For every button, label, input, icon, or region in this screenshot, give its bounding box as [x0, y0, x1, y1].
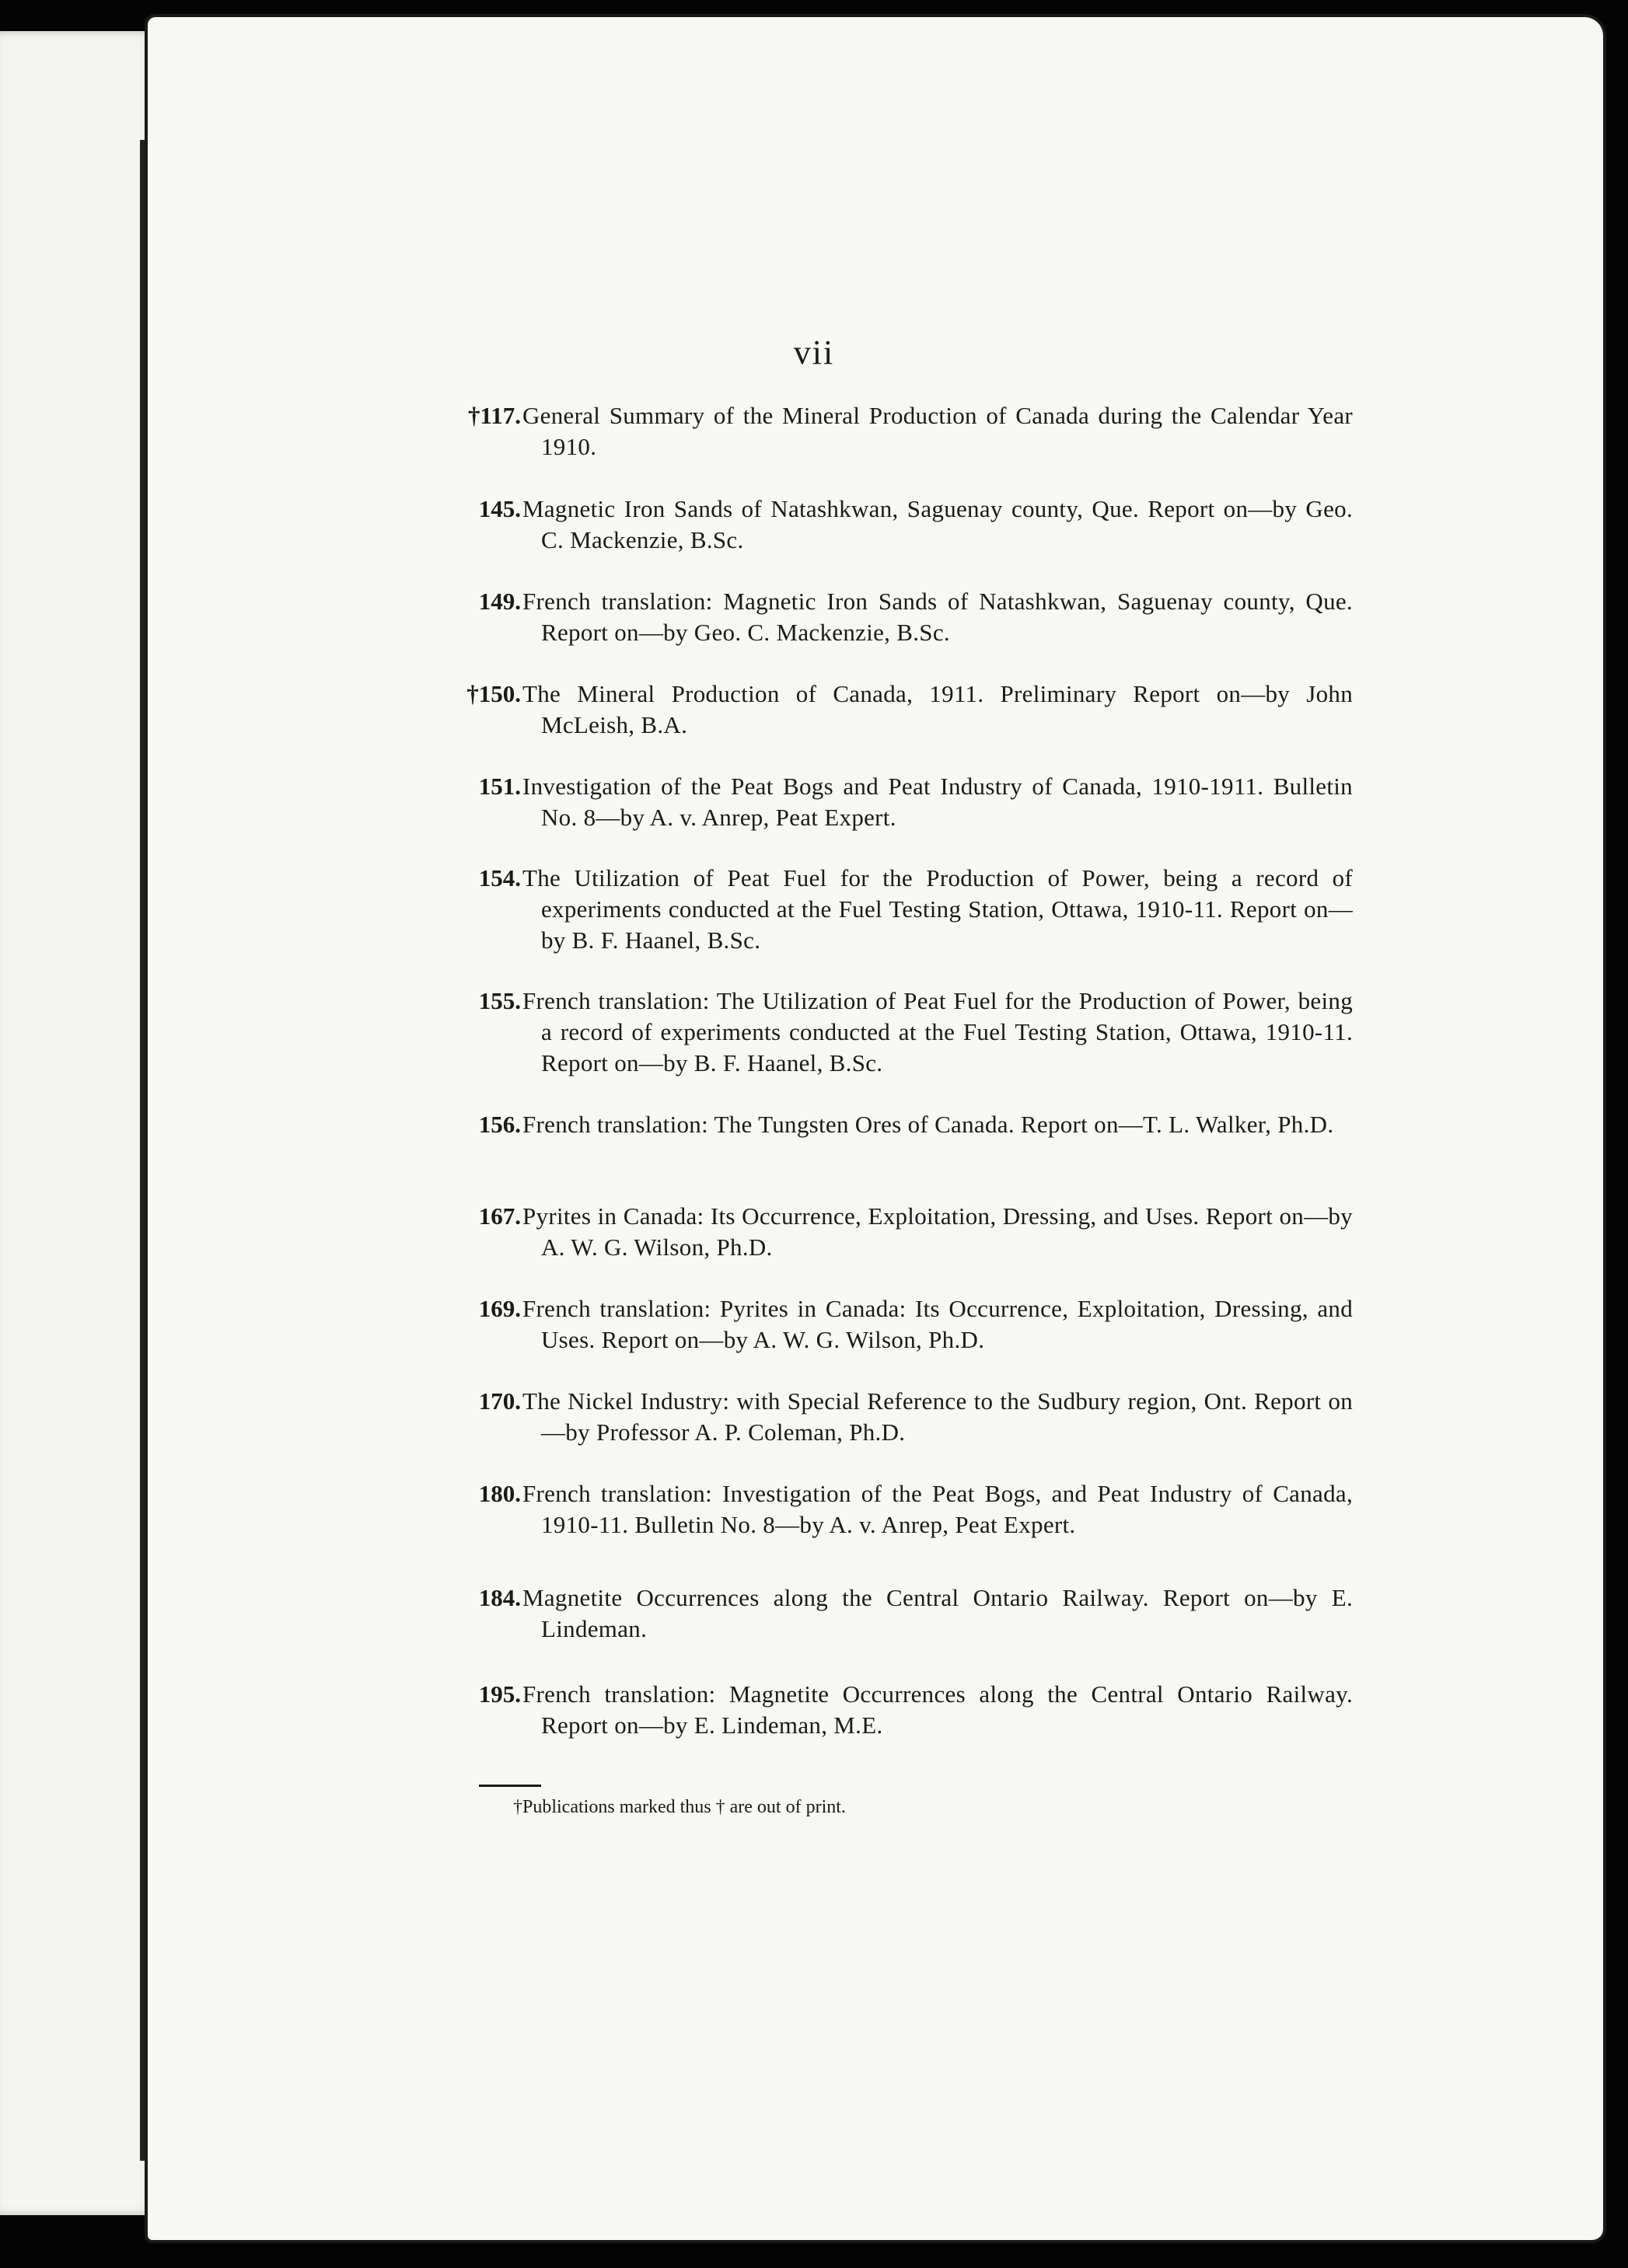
entry-title: General Summary of the Mineral Production of Canada during the Calendar Year 1910.	[522, 402, 1353, 460]
entry-number: 156.	[478, 1111, 521, 1138]
entry-title: Investigation of the Peat Bogs and Peat Industry of Canada, 1910-1911. Bulletin No. 8—by A. v. Anrep, Peat Expert.	[522, 773, 1353, 831]
entry-number: 170.	[478, 1387, 521, 1415]
page-number: vii	[793, 333, 835, 372]
entry-number: 184.	[478, 1584, 521, 1611]
entry-title: French translation: The Utilization of Peat Fuel for the Production of Power, being a record of experiments conducted at the Fuel Testing Station, Ottawa, 1910-11. Report on—by B. F. Haanel, B.Sc.	[522, 987, 1353, 1076]
entry-number: 151.	[478, 773, 521, 800]
entry-title: Pyrites in Canada: Its Occurrence, Exploitation, Dressing, and Uses. Report on—by A. W. G. Wilson, Ph.D.	[522, 1202, 1353, 1261]
entry-title: French translation: The Tungsten Ores of Canada. Report on—T. L. Walker, Ph.D.	[522, 1111, 1334, 1138]
entry-number: 145.	[478, 495, 521, 522]
entry-title: The Nickel Industry: with Special Reference to the Sudbury region, Ont. Report on—by Professor A. P. Coleman, Ph.D.	[522, 1387, 1353, 1446]
entry-number: 155.	[478, 987, 521, 1014]
entry-title: The Mineral Production of Canada, 1911. Preliminary Report on—by John McLeish, B.A.	[522, 680, 1353, 738]
footnote-divider	[479, 1785, 541, 1787]
footnote: †Publications marked thus † are out of print.	[513, 1797, 846, 1817]
entry-title: French translation: Magnetic Iron Sands of Natashkwan, Saguenay county, Que. Report on—by Geo. C. Mackenzie, B.Sc.	[522, 588, 1353, 646]
entry-number: 169.	[478, 1295, 521, 1322]
entry-number: †150.	[466, 680, 521, 707]
entry-title: French translation: Magnetite Occurrences along the Central Ontario Railway. Report on—by E. Lindeman, M.E.	[522, 1680, 1353, 1739]
entry-title: Magnetite Occurrences along the Central Ontario Railway. Report on—by E. Lindeman.	[522, 1584, 1353, 1642]
entry-number: 167.	[478, 1202, 521, 1230]
entry-number: 180.	[478, 1480, 521, 1507]
entry-number: 195.	[478, 1680, 521, 1708]
entry-number: 154.	[478, 864, 521, 891]
entry-number: 149.	[478, 588, 521, 615]
entry-title: Magnetic Iron Sands of Natashkwan, Saguenay county, Que. Report on—by Geo. C. Mackenzie, B.Sc.	[522, 495, 1353, 553]
entry-title: French translation: Pyrites in Canada: Its Occurrence, Exploitation, Dressing, and Uses. Report on—by A. W. G. Wilson, Ph.D.	[522, 1295, 1353, 1353]
entry-number: †117.	[467, 402, 521, 429]
entry-title: The Utilization of Peat Fuel for the Production of Power, being a record of experiments conducted at the Fuel Testing Station, Ottawa, 1910-11. Report on—by B. F. Haanel, B.Sc.	[522, 864, 1353, 954]
entry-title: French translation: Investigation of the Peat Bogs, and Peat Industry of Canada, 1910-11. Bulletin No. 8—by A. v. Anrep, Peat Expert.	[522, 1480, 1353, 1538]
